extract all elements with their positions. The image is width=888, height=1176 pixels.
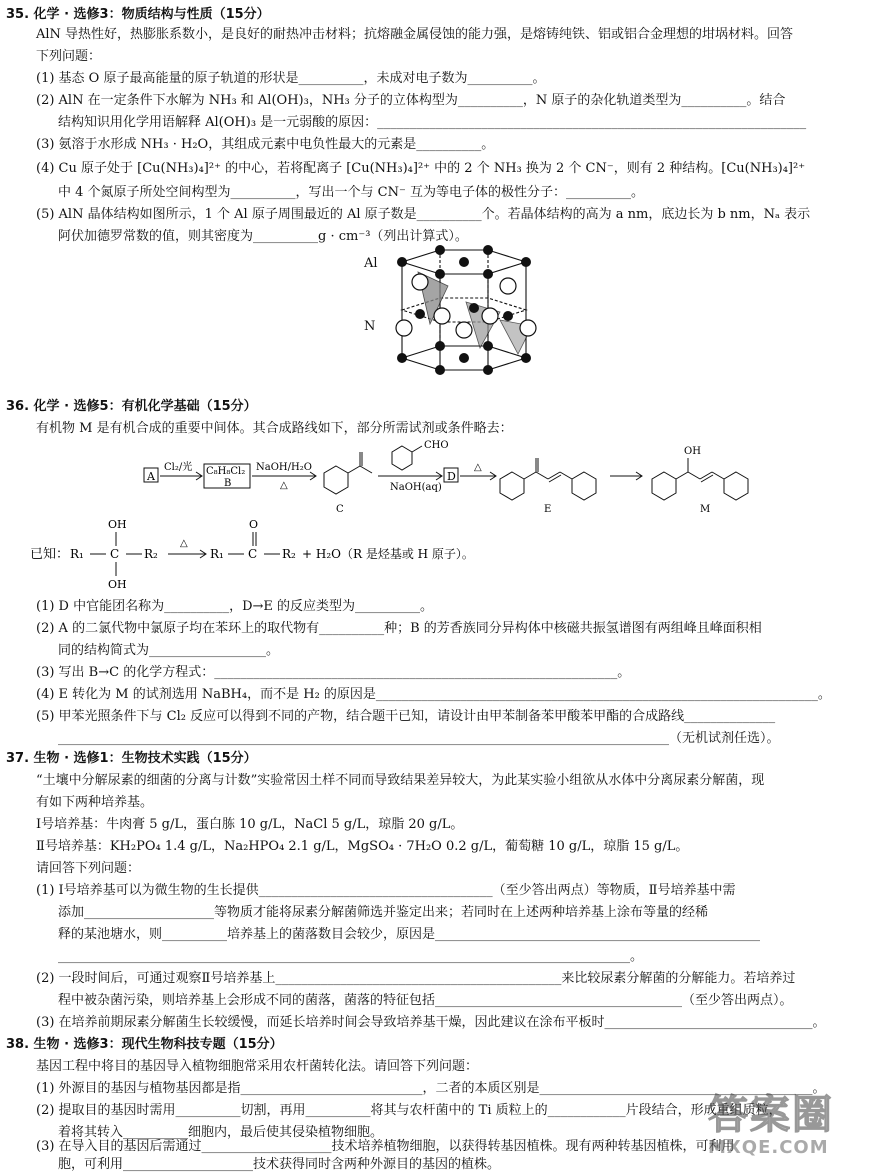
- q36-part3: (3) 写出 B→C 的化学方程式：______________________________________________________________。: [36, 665, 631, 680]
- q37-stem-line1: “土壤中分解尿素的细菌的分离与计数”实验常因土样不同而导致结果差异较大，为此某实验小组欲从水体中分离尿素分解菌，现: [36, 773, 765, 788]
- known-oh-bottom: OH: [108, 578, 127, 591]
- q37-part1-line4: ________________________________________________________________________________________。: [58, 949, 643, 964]
- q36-stem: 有机物 M 是有机合成的重要中间体。其合成路线如下，部分所需试剂或条件略去：: [36, 421, 513, 436]
- q37-medium1: Ⅰ号培养基：牛肉膏 5 g/L，蛋白胨 10 g/L，NaCl 5 g/L，琼脂 20 g/L。: [36, 817, 464, 832]
- q35-stem-line1: AlN 导热性好，热膨胀系数小，是良好的耐热冲击材料；抗熔融金属侵蚀的能力强，是熔铸纯铁、铝或铝合金理想的坩埚材料。回答: [36, 27, 794, 42]
- q36-part1: (1) D 中官能团名称为__________，D→E 的反应类型为__________。: [36, 599, 434, 614]
- label-m: M: [700, 504, 711, 515]
- q38-part1: (1) 外源目的基因与植物基因都是指____________________________，二者的本质区别是__________________________________________。: [36, 1081, 826, 1096]
- watermark-url: MXQE.COM: [708, 1137, 829, 1158]
- reagent-heat: △: [280, 480, 288, 491]
- q37-title: 37. 生物 · 选修1：生物技术实践（15分）: [6, 751, 257, 766]
- q37-ask: 请回答下列问题：: [36, 861, 141, 876]
- box-b-label: B: [224, 478, 232, 489]
- known-suffix: + H₂O（R 是烃基或 H 原子）。: [302, 547, 474, 561]
- q37-part1-line3: 释的某池塘水，则__________培养基上的菌落数目会较少，原因是__________________________________________________: [58, 927, 761, 942]
- known-r1-prod: R₁: [210, 547, 224, 561]
- aln-crystal-figure: [360, 242, 560, 390]
- q38-part2-line1: (2) 提取目的基因时需用__________切割，再用__________将其与农杆菌中的 Ti 质粒上的____________片段结合，形成重组质粒，: [36, 1103, 782, 1118]
- q35-stem-line2: 下列问题：: [36, 49, 102, 64]
- q37-part1-line2: 添加____________________等物质才能将尿素分解菌筛选并鉴定出来；若同时在上述两种培养基上涂布等量的经稀: [58, 905, 709, 920]
- box-d-label: D: [447, 470, 456, 483]
- q35-part5-line1: (5) AlN 晶体结构如图所示，1 个 Al 原子周围最近的 Al 原子数是__________个。若晶体结构的高为 a nm，底边长为 b nm，Nₐ 表示: [36, 207, 811, 222]
- known-oh-top: OH: [108, 518, 127, 531]
- q37-part2-line1: (2) 一段时间后，可通过观察Ⅱ号培养基上____________________________________________来比较尿素分解菌的分解能力。若培养过: [36, 971, 796, 986]
- q36-part5-line1: (5) 甲苯光照条件下与 Cl₂ 反应可以得到不同的产物，结合题干已知，请设计由甲苯制备苯甲酸苯甲酯的合成路线______________: [36, 709, 776, 724]
- q37-medium2: Ⅱ号培养基：KH₂PO₄ 1.4 g/L，Na₂HPO₄ 2.1 g/L，MgSO₄ · 7H₂O 0.2 g/L，葡萄糖 10 g/L，琼脂 15 g/L。: [36, 839, 689, 854]
- label-e: E: [544, 504, 552, 515]
- known-r2: R₂: [144, 547, 158, 561]
- q35-title: 35. 化学 · 选修3：物质结构与性质（15分）: [6, 7, 270, 22]
- known-r1: R₁: [70, 547, 84, 561]
- q38-stem: 基因工程中将目的基因导入植物细胞常采用农杆菌转化法。请回答下列问题：: [36, 1059, 479, 1074]
- q35-part2-line2: 结构知识用化学用语解释 Al(OH)₃ 是一元弱酸的原因：__________________________________________________________________: [58, 115, 807, 130]
- reagent-heat-2: △: [474, 462, 482, 473]
- known-reaction: [30, 514, 490, 594]
- q37-part1-line1: (1) Ⅰ号培养基可以为微生物的生长提供____________________________________（至少答出两点）等物质，Ⅱ号培养基中需: [36, 883, 736, 898]
- known-delta: △: [180, 538, 188, 549]
- reagent-naoh-aq: NaOH(aq): [390, 482, 442, 493]
- q36-title: 36. 化学 · 选修5：有机化学基础（15分）: [6, 399, 257, 414]
- q35-part2-line1: (2) AlN 在一定条件下水解为 NH₃ 和 Al(OH)₃，NH₃ 分子的立体构型为__________，N 原子的杂化轨道类型为__________。结合: [36, 93, 786, 108]
- watermark-text: 答案圈: [708, 1092, 834, 1138]
- label-n: N: [364, 319, 376, 334]
- reagent-naoh-h2o: NaOH/H₂O: [256, 462, 312, 473]
- known-c: C: [110, 547, 120, 561]
- reagent-cl2-light: Cl₂/光: [164, 462, 193, 473]
- q36-part2-line1: (2) A 的二氯代物中氯原子均在苯环上的取代物有__________种；B 的芳香族同分异构体中核磁共振氢谱图有两组峰且峰面积相: [36, 621, 762, 636]
- q38-part2-line2: 着将其转入__________细胞内，最后使其侵染植物细胞。: [58, 1125, 384, 1140]
- known-o: O: [249, 518, 259, 531]
- label-c: C: [336, 504, 344, 515]
- q36-part4: (4) E 转化为 M 的试剂选用 NaBH₄，而不是 H₂ 的原因是____________________________________________________________________。: [36, 687, 831, 702]
- q37-part3: (3) 在培养前期尿素分解菌生长较缓慢，而延长培养时间会导致培养基干燥，因此建议在涂布平板时________________________________。: [36, 1015, 826, 1030]
- box-a-label: A: [147, 470, 155, 483]
- q38-part3-line1: (3) 在导入目的基因后需通过____________________技术培养植物细胞，以获得转基因植株。现有两种转基因植株，可利用: [36, 1139, 735, 1154]
- synthesis-route-scheme: [140, 436, 780, 520]
- known-r2-prod: R₂: [282, 547, 296, 561]
- q35-part1: (1) 基态 O 原子最高能量的原子轨道的形状是__________，未成对电子数为__________。: [36, 71, 546, 86]
- cho-label: CHO: [424, 440, 449, 451]
- box-b-formula: C₈H₈Cl₂: [206, 466, 246, 477]
- watermark-logo: [708, 1092, 880, 1162]
- q38-title: 38. 生物 · 选修3：现代生物科技专题（15分）: [6, 1037, 283, 1052]
- known-prefix: 已知：: [30, 547, 70, 562]
- q35-part5-line2: 阿伏加德罗常数的值，则其密度为__________g · cm⁻³（列出计算式）。: [58, 229, 468, 244]
- label-al: Al: [364, 256, 378, 271]
- q37-stem-line2: 有如下两种培养基。: [36, 795, 154, 810]
- q36-part2-line2: 同的结构简式为__________________。: [58, 643, 280, 658]
- q38-part3-line2: 胞，可利用____________________技术获得同时含两种外源目的基因的植株。: [58, 1157, 501, 1172]
- q35-part3: (3) 氨溶于水形成 NH₃ · H₂O，其组成元素中电负性最大的元素是__________。: [36, 137, 495, 152]
- q36-part5-line2: ______________________________________________________________________________________________（无机试剂任选）。: [58, 731, 780, 746]
- q35-part4-line1: (4) Cu 原子处于 [Cu(NH₃)₄]²⁺ 的中心，若将配离子 [Cu(NH₃)₄]²⁺ 中的 2 个 NH₃ 换为 2 个 CN⁻，则有 2 种结构。[Cu(NH₃)₄]²⁺: [36, 161, 806, 176]
- q37-part2-line2: 程中被杂菌污染，则培养基上会形成不同的菌落，菌落的特征包括______________________________________（至少答出两点）。: [58, 993, 793, 1008]
- q35-part4-line2: 中 4 个氮原子所处空间构型为__________，写出一个与 CN⁻ 互为等电子体的极性分子：__________。: [58, 185, 644, 200]
- known-c-prod: C: [248, 547, 258, 561]
- oh-label: OH: [684, 446, 701, 457]
